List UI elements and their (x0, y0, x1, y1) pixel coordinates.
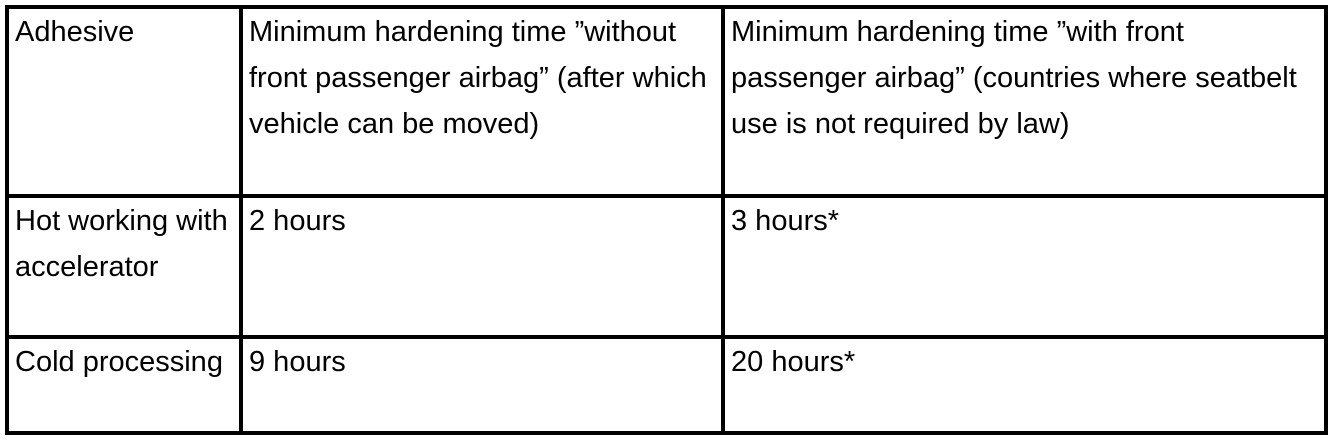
table-header-row (7, 7, 1326, 196)
time-without-airbag-cell: 2 hours (241, 196, 723, 337)
hardening-time-table (5, 5, 1328, 435)
adhesive-cell: Hot working with accelerator (7, 196, 241, 337)
time-with-airbag-cell: 3 hours* (723, 196, 1326, 337)
table-row (7, 337, 1326, 433)
header-without-airbag: Minimum hardening time ”without front passenger airbag” (after which vehicle can be moved) (241, 7, 723, 196)
time-without-airbag-cell: 9 hours (241, 337, 723, 433)
time-with-airbag-cell: 20 hours* (723, 337, 1326, 433)
header-with-airbag: Minimum hardening time ”with front passenger airbag” (countries where seatbelt use is not required by law) (723, 7, 1326, 196)
adhesive-cell: Cold processing (7, 337, 241, 433)
header-adhesive: Adhesive (7, 7, 241, 196)
table-row (7, 196, 1326, 337)
